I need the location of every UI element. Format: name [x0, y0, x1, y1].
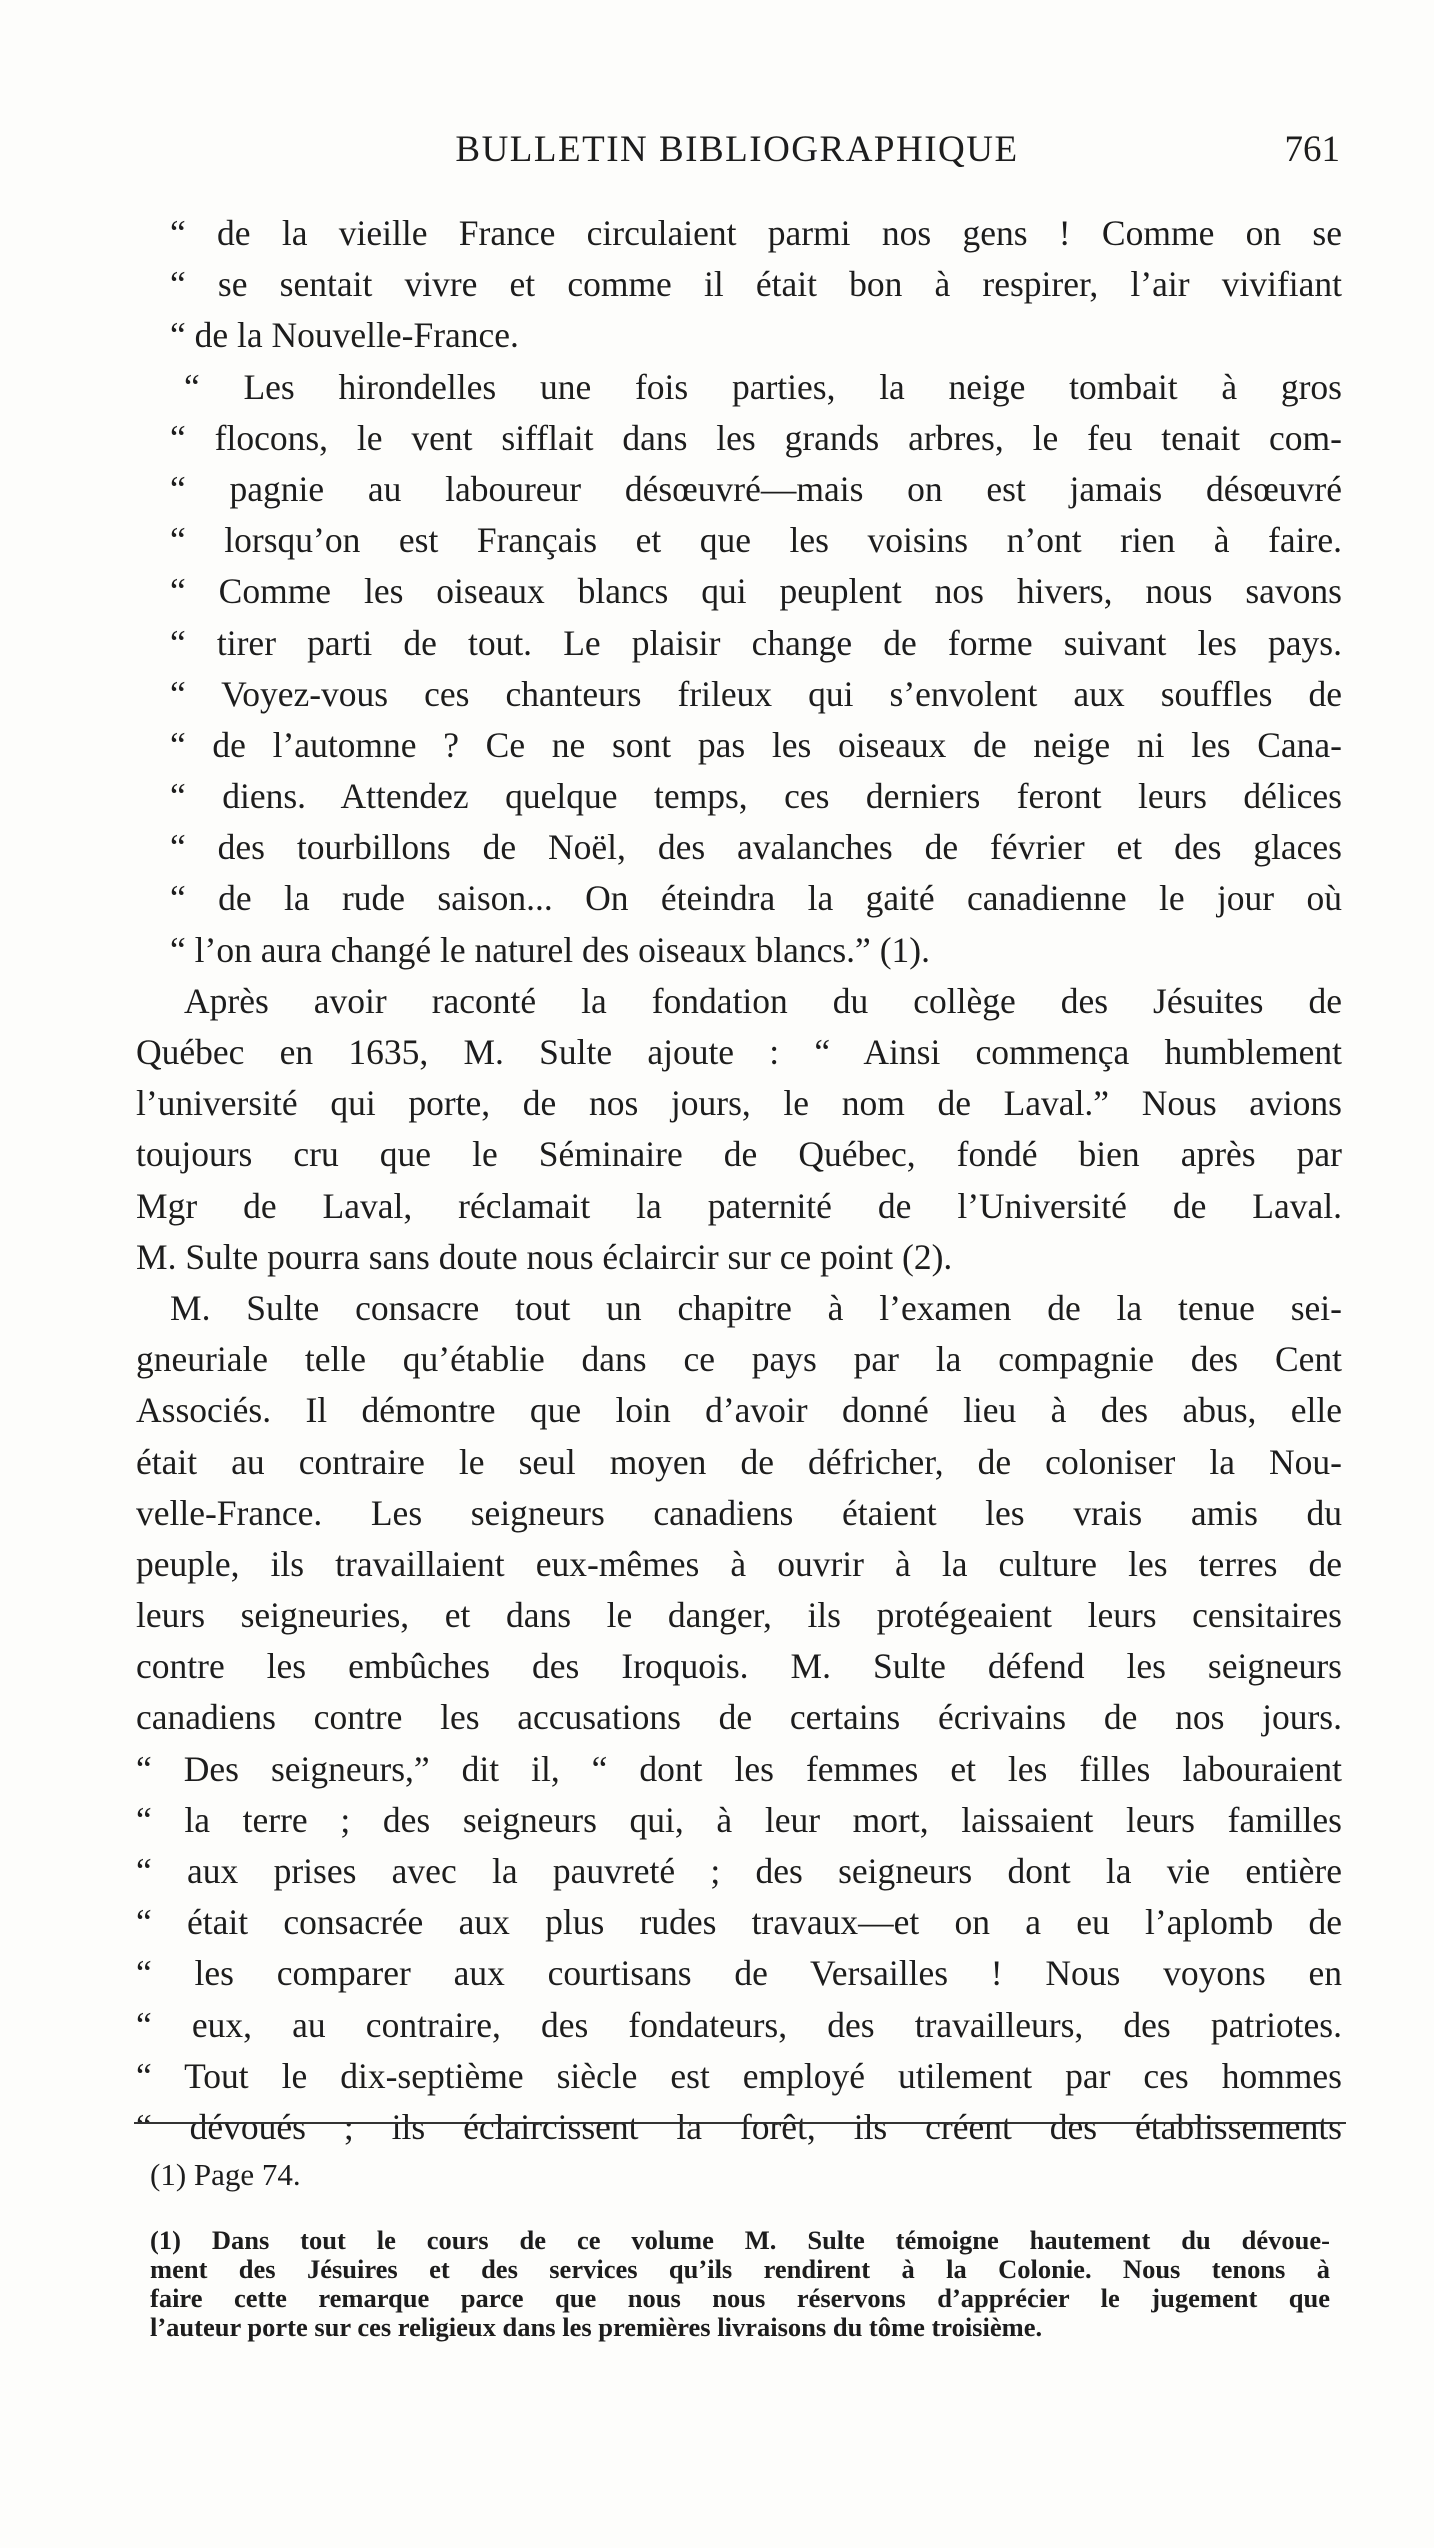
text-line: “ de la vieille France circulaient parmi nos gens ! Comme on se: [170, 213, 1342, 253]
text-line: M. Sulte consacre tout un chapitre à l’examen de la tenue sei-: [170, 1287, 1342, 1328]
footnotes: [150, 2150, 1330, 2342]
text-line: M. Sulte pourra sans doute nous éclaircir sur ce point (2).: [136, 1236, 953, 1277]
text-line: contre les embûches des Iroquois. M. Sulte défend les seigneurs: [136, 1646, 1342, 1687]
footnote-divider: [134, 2122, 1346, 2124]
footnote-line: ment des Jésuires et des services qu’ils rendirent à la Colonie. Nous tenons à: [150, 2255, 1330, 2284]
footnote-2: [150, 2226, 1330, 2342]
text-line: “ Voyez-vous ces chanteurs frileux qui s’envolent aux souffles de: [170, 673, 1342, 714]
text-line: toujours cru que le Séminaire de Québec, fondé bien après par: [136, 1134, 1342, 1175]
page-header: [132, 128, 1342, 188]
text-line: “ diens. Attendez quelque temps, ces derniers feront leurs délices: [170, 776, 1342, 817]
text-line: “ Comme les oiseaux blancs qui peuplent nos hivers, nous savons: [170, 571, 1342, 612]
text-line: Associés. Il démontre que loin d’avoir donné lieu à des abus, elle: [136, 1390, 1342, 1431]
text-line: “ lorsqu’on est Français et que les voisins n’ont rien à faire.: [170, 520, 1342, 561]
text-line: “ la terre ; des seigneurs qui, à leur mort, laissaient leurs familles: [136, 1799, 1342, 1840]
footnote-line: faire cette remarque parce que nous nous réservons d’apprécier le jugement que: [150, 2284, 1330, 2313]
text-line: était au contraire le seul moyen de défricher, de coloniser la Nou-: [136, 1441, 1342, 1482]
footnote-1: (1) Page 74.: [150, 2157, 301, 2192]
page-number: 761: [1284, 129, 1340, 170]
footnote-line: (1) Dans tout le cours de ce volume M. Sulte témoigne hautement du dévoue-: [150, 2226, 1330, 2255]
text-line: peuple, ils travaillaient eux-mêmes à ouvrir à la culture les terres de: [136, 1543, 1342, 1584]
text-line: “ tirer parti de tout. Le plaisir change de forme suivant les pays.: [170, 622, 1342, 663]
running-head: BULLETIN BIBLIOGRAPHIQUE: [455, 129, 1019, 170]
text-line: “ flocons, le vent sifflait dans les grands arbres, le feu tenait com-: [170, 417, 1342, 458]
text-line: canadiens contre les accusations de certains écrivains de nos jours.: [136, 1697, 1342, 1738]
text-line: “ l’on aura changé le naturel des oiseaux blancs.” (1).: [170, 929, 930, 970]
text-line: gneuriale telle qu’établie dans ce pays par la compagnie des Cent: [136, 1339, 1342, 1380]
text-line: l’université qui porte, de nos jours, le nom de Laval.” Nous avions: [136, 1083, 1342, 1124]
text-line: “ de la rude saison... On éteindra la gaité canadienne le jour où: [170, 878, 1342, 919]
text-line: “ de l’automne ? Ce ne sont pas les oiseaux de neige ni les Cana-: [170, 724, 1342, 765]
text-line: “ était consacrée aux plus rudes travaux—et on a eu l’aplomb de: [136, 1902, 1342, 1943]
text-line: “ dévoués ; ils éclaircissent la forêt, ils créent des établissements: [136, 2106, 1342, 2147]
text-line: “ Les hirondelles une fois parties, la neige tombait à gros: [184, 366, 1342, 407]
text-line: “ pagnie au laboureur désœuvré—mais on est jamais désœuvré: [170, 468, 1342, 509]
text-line: Mgr de Laval, réclamait la paternité de l’Université de Laval.: [136, 1185, 1342, 1226]
text-line: “ se sentait vivre et comme il était bon à respirer, l’air vivifiant: [170, 264, 1342, 305]
text-line: “ aux prises avec la pauvreté ; des seigneurs dont la vie entière: [136, 1851, 1342, 1891]
text-line: “ de la Nouvelle-France.: [170, 315, 519, 356]
text-line: velle-France. Les seigneurs canadiens étaient les vrais amis du: [136, 1492, 1342, 1533]
body-text: [136, 208, 1342, 2153]
footnote-line: l’auteur porte sur ces religieux dans les premières livraisons du tôme troisième.: [150, 2313, 1043, 2342]
text-line: leurs seigneuries, et dans le danger, ils protégeaient leurs censitaires: [136, 1595, 1342, 1636]
text-line: “ des tourbillons de Noël, des avalanches de février et des glaces: [170, 827, 1342, 868]
text-line: “ eux, au contraire, des fondateurs, des travailleurs, des patriotes.: [136, 2004, 1342, 2045]
text-line: “ Tout le dix-septième siècle est employé utilement par ces hommes: [136, 2055, 1342, 2096]
text-line: “ Des seigneurs,” dit il, “ dont les femmes et les filles labouraient: [136, 1748, 1342, 1789]
text-line: “ les comparer aux courtisans de Versailles ! Nous voyons en: [136, 1953, 1342, 1994]
text-line: Après avoir raconté la fondation du collège des Jésuites de: [184, 980, 1342, 1021]
text-line: Québec en 1635, M. Sulte ajoute : “ Ainsi commença humblement: [136, 1032, 1342, 1072]
